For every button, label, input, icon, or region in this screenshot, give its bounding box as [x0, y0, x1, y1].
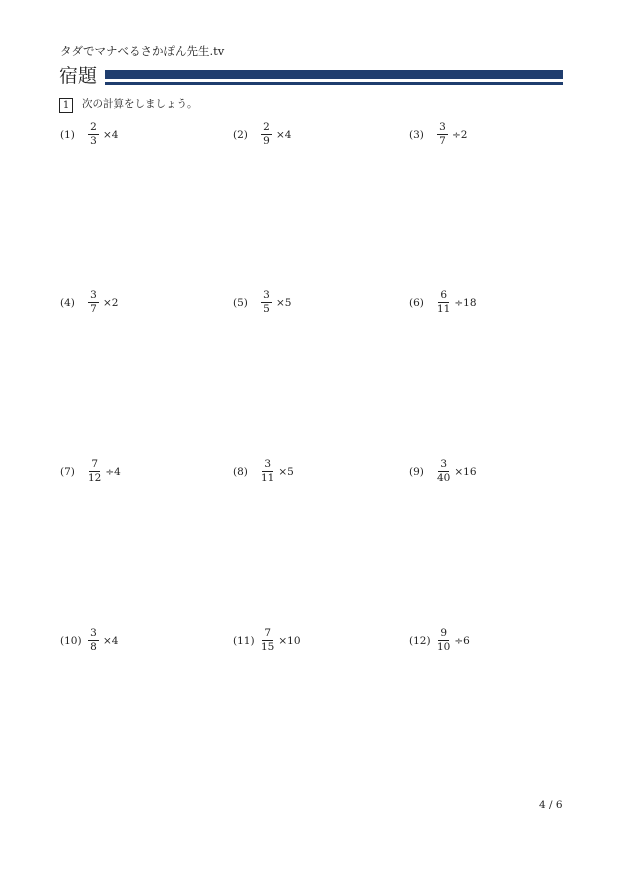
- page-number: 4 / 6: [539, 799, 563, 811]
- numerator: 2: [263, 121, 270, 133]
- operation: ×4: [103, 128, 119, 141]
- problem-label: (3): [409, 128, 424, 141]
- fraction: [435, 289, 452, 316]
- operation: ×10: [278, 634, 301, 647]
- problem-label: (12): [409, 634, 431, 647]
- numerator: 3: [440, 458, 448, 470]
- title-bar-thin: [105, 82, 563, 85]
- problem-6: [409, 289, 477, 316]
- problem-12: [409, 627, 470, 654]
- numerator: 3: [264, 458, 272, 470]
- question-instruction: 次の計算をしましょう。: [82, 98, 198, 110]
- denominator: 9: [263, 135, 270, 147]
- problem-label: (9): [409, 465, 424, 478]
- fraction: [435, 121, 450, 148]
- page-title: 宿題: [59, 65, 98, 87]
- operation: ×4: [103, 634, 119, 647]
- fraction: [86, 289, 101, 316]
- operation: ×4: [276, 128, 292, 141]
- fraction: [86, 121, 101, 148]
- fraction: [259, 289, 274, 316]
- operation: ×16: [454, 465, 477, 478]
- operation: ÷4: [105, 465, 121, 478]
- fraction: [86, 627, 101, 654]
- operation: ×2: [103, 296, 119, 309]
- numerator: 7: [264, 627, 272, 639]
- problem-5: [233, 289, 291, 316]
- numerator: 3: [90, 289, 97, 301]
- problem-1: [60, 121, 118, 148]
- problem-label: (10): [60, 634, 82, 647]
- question-number-box: 1: [59, 98, 73, 113]
- denominator: 10: [437, 641, 451, 653]
- operation: ×5: [278, 465, 294, 478]
- denominator: 7: [439, 135, 446, 147]
- problem-10: [60, 627, 118, 654]
- fraction: [259, 627, 276, 654]
- problem-label: (7): [60, 465, 75, 478]
- denominator: 5: [263, 303, 270, 315]
- operation: ÷6: [454, 634, 470, 647]
- operation: ÷18: [454, 296, 477, 309]
- numerator: 9: [440, 627, 448, 639]
- denominator: 12: [88, 472, 102, 484]
- problem-label: (5): [233, 296, 248, 309]
- fraction: [259, 458, 276, 485]
- problem-label: (1): [60, 128, 75, 141]
- denominator: 7: [90, 303, 97, 315]
- denominator: 40: [437, 472, 451, 484]
- numerator: 3: [90, 627, 97, 639]
- problem-7: [60, 458, 121, 485]
- operation: ÷2: [452, 128, 468, 141]
- fraction: [259, 121, 274, 148]
- numerator: 3: [439, 121, 446, 133]
- problem-9: [409, 458, 477, 485]
- operation: ×5: [276, 296, 292, 309]
- denominator: 11: [437, 303, 451, 315]
- site-name: タダでマナべるさかぽん先生.tv: [60, 44, 225, 58]
- numerator: 7: [91, 458, 99, 470]
- problem-label: (6): [409, 296, 424, 309]
- title-bar-thick: [105, 70, 563, 79]
- denominator: 3: [90, 135, 97, 147]
- numerator: 2: [90, 121, 97, 133]
- problem-label: (4): [60, 296, 75, 309]
- denominator: 11: [261, 472, 275, 484]
- problem-label: (2): [233, 128, 248, 141]
- fraction: [435, 627, 452, 654]
- fraction: [435, 458, 452, 485]
- denominator: 8: [90, 641, 97, 653]
- fraction: [86, 458, 103, 485]
- numerator: 3: [263, 289, 270, 301]
- problem-label: (8): [233, 465, 248, 478]
- problem-11: [233, 627, 301, 654]
- numerator: 6: [440, 289, 448, 301]
- problem-8: [233, 458, 294, 485]
- problem-label: (11): [233, 634, 255, 647]
- problem-2: [233, 121, 291, 148]
- denominator: 15: [261, 641, 275, 653]
- problem-3: [409, 121, 467, 148]
- problem-4: [60, 289, 118, 316]
